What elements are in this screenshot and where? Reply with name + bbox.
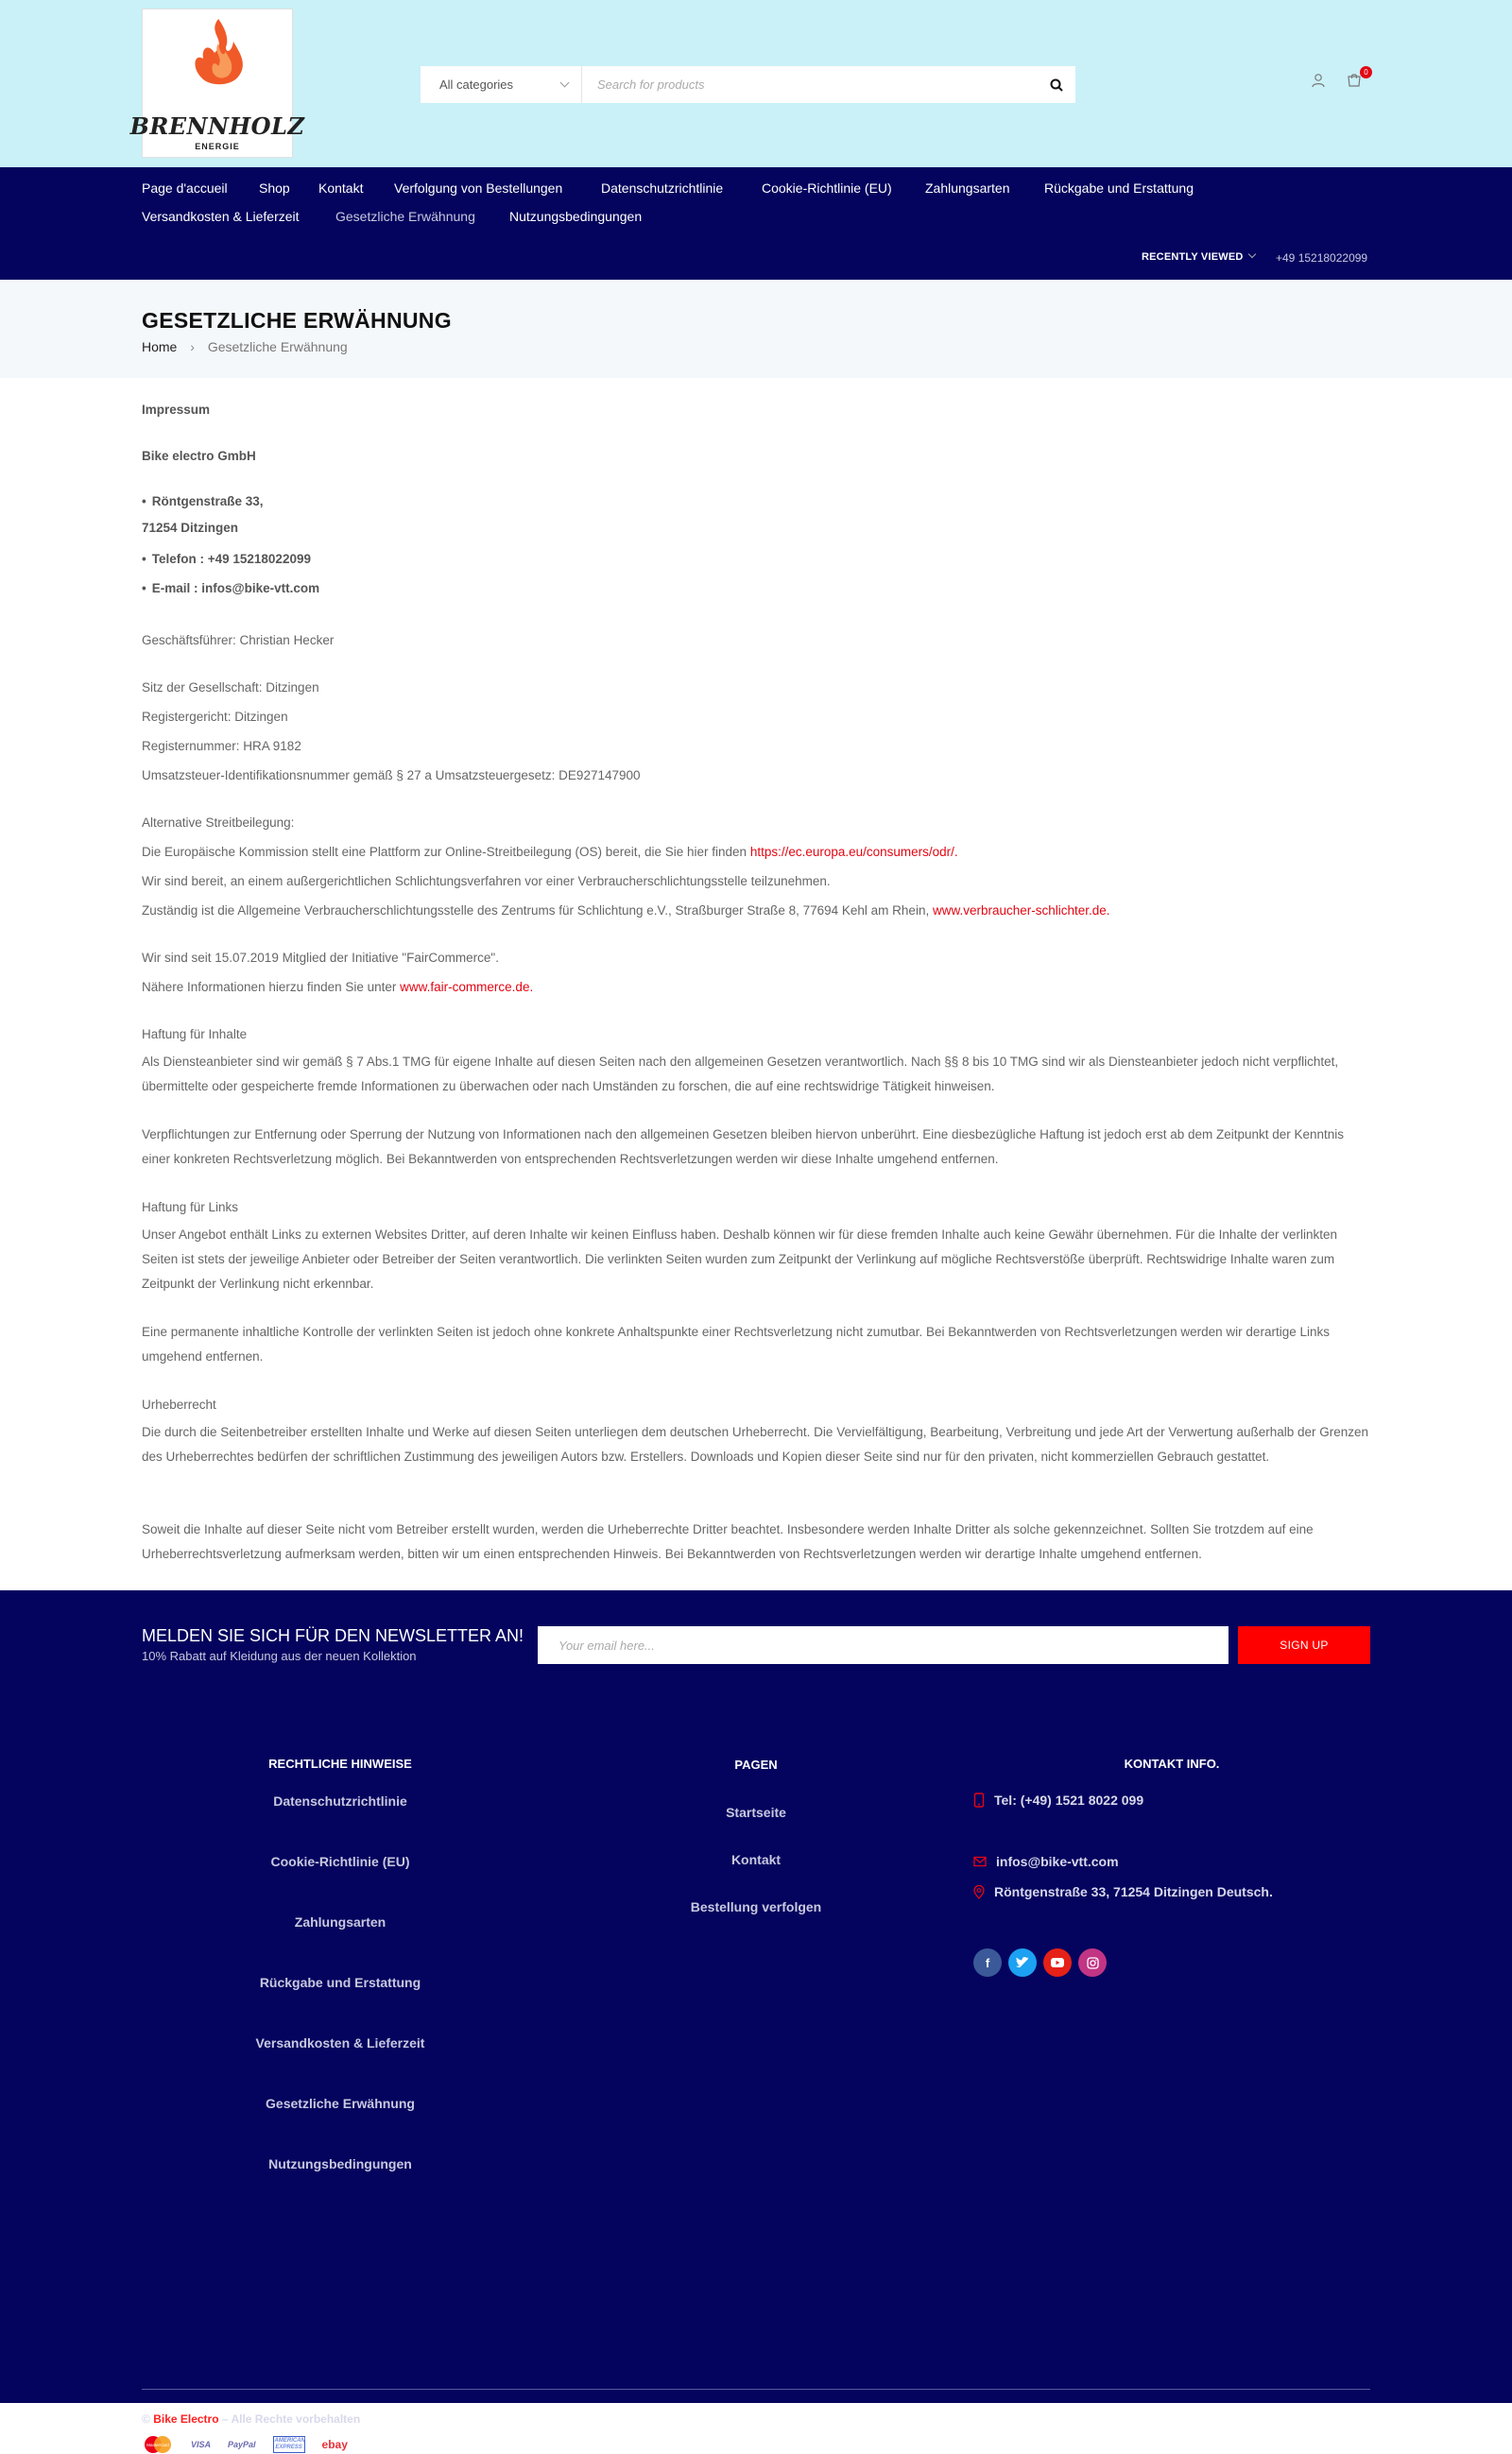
nav-item-privacy[interactable]: Datenschutzrichtlinie <box>601 180 724 196</box>
footer-pages-heading: PAGEN <box>734 1758 778 1772</box>
footer-link-payment[interactable]: Zahlungsarten <box>294 1914 387 1930</box>
company-name: Bike electro GmbH <box>142 449 256 463</box>
site-footer <box>0 1704 1512 2451</box>
category-select-value: All categories <box>439 77 514 92</box>
copyright-text: – Alle Rechte vorbehalten <box>221 2412 361 2426</box>
cart-button[interactable] <box>1347 68 1368 90</box>
contact-email: • E-mail : infos@bike-vtt.com <box>142 581 319 595</box>
managing-director: Geschäftsführer: Christian Hecker <box>142 633 335 647</box>
vat-id: Umsatzsteuer-Identifikationsnummer gemäß § 27 a Umsatzsteuergesetz: DE927147900 <box>142 768 641 782</box>
search-button[interactable] <box>1038 66 1075 103</box>
search-input[interactable] <box>582 66 1038 103</box>
dispute-text-3 <box>142 903 1110 918</box>
footer-link-track-order[interactable]: Bestellung verfolgen <box>690 1899 822 1914</box>
copyright-heading: Urheberrecht <box>142 1398 216 1412</box>
footer-link-home[interactable]: Startseite <box>726 1805 786 1820</box>
address-line1: • Röntgenstraße 33, <box>142 494 264 508</box>
payment-methods <box>142 2435 348 2454</box>
paypal-icon: PayPal <box>228 2440 256 2449</box>
site-logo[interactable] <box>129 9 305 158</box>
page-title: GESETZLICHE ERWÄHNUNG <box>142 308 452 333</box>
nav-item-legal[interactable]: Gesetzliche Erwähnung <box>335 209 475 224</box>
footer-contact-address-text: Röntgenstraße 33, 71254 Ditzingen Deutsch. <box>994 1884 1273 1899</box>
dispute-text-1-body: Die Europäische Kommission stellt eine Plattform zur Online-Streitbeilegung (OS) bereit, die Sie hier finden <box>142 845 750 859</box>
chevron-down-icon <box>1247 250 1255 258</box>
amex-icon: AMERICAN EXPRESS <box>273 2436 305 2453</box>
copyright-p2: Soweit die Inhalte auf dieser Seite nicht vom Betreiber erstellt wurden, werden die Urheberrechte Dritter beachtet. Insbesondere werden Inhalte Dritter als solche gekennzeichnet. Sollten Sie trotzdem auf eine Urheberrechtsverletzung aufmerksam werden, bitten wir um einen entsprechenden Hinweis. Bei Bekanntwerden von Rechtsverletzungen werden wir derartige Inhalte umgehend entfernen. <box>142 1522 1314 1561</box>
dispute-text-2: Wir sind bereit, an einem außergerichtlichen Schlichtungsverfahren vor einer Verbraucherschlichtungsstelle teilzunehmen. <box>142 874 831 888</box>
nav-item-kontakt[interactable]: Kontakt <box>318 180 364 196</box>
verbraucher-schlichter-link[interactable]: www.verbraucher-schlichter.de. <box>932 903 1110 918</box>
company-seat: Sitz der Gesellschaft: Ditzingen <box>142 680 319 695</box>
account-button[interactable] <box>1311 73 1328 90</box>
nav-item-shipping[interactable]: Versandkosten & Lieferzeit <box>142 209 300 224</box>
dispute-text-1 <box>142 845 958 859</box>
faircommerce-text-2 <box>142 980 533 994</box>
footer-contact-heading: KONTAKT INFO. <box>1124 1757 1220 1771</box>
liability-links-p1: Unser Angebot enthält Links zu externen Websites Dritter, auf deren Inhalte wir keinen Einfluss haben. Deshalb können wir für diese fremden Inhalte auch keine Gewähr übernehmen. Für die Inhalte der verlinkten Seiten ist stets der jeweilige Anbieter oder Betreiber der Seiten verantwortlich. Die verlinkten Seiten wurden zum Zeitpunkt der Verlinkung auf mögliche Rechtsverstöße überprüft. Rechtswidrige Inhalte waren zum Zeitpunkt der Verlinkung nicht erkennbar. <box>142 1227 1337 1291</box>
footer-contact-email[interactable] <box>973 1854 1119 1869</box>
location-pin-icon <box>973 1885 985 1899</box>
dispute-heading: Alternative Streitbeilegung: <box>142 815 295 830</box>
social-links <box>973 1948 1107 1977</box>
nav-item-order-tracking[interactable]: Verfolgung von Bestellungen <box>394 180 563 196</box>
header-phone: +49 15218022099 <box>1276 251 1368 265</box>
footer-link-privacy[interactable]: Datenschutzrichtlinie <box>273 1793 407 1809</box>
search-bar <box>421 66 1075 103</box>
nav-item-cookie[interactable]: Cookie-Richtlinie (EU) <box>762 180 892 196</box>
user-icon <box>1311 73 1326 88</box>
footer-contact-address <box>973 1884 1273 1899</box>
newsletter-subtitle: 10% Rabatt auf Kleidung aus der neuen Kollektion <box>142 1649 417 1663</box>
recently-viewed-label: RECENTLY VIEWED <box>1142 251 1244 263</box>
footer-contact-email-text: infos@bike-vtt.com <box>996 1854 1119 1869</box>
instagram-icon[interactable] <box>1078 1948 1107 1977</box>
search-icon <box>1050 78 1063 92</box>
cart-count-badge: 0 <box>1360 66 1372 78</box>
newsletter-title: MELDEN SIE SICH FÜR DEN NEWSLETTER AN! <box>142 1626 524 1645</box>
footer-link-terms[interactable]: Nutzungsbedingungen <box>268 2156 412 2171</box>
mobile-phone-icon <box>973 1793 985 1808</box>
footer-link-cookie[interactable]: Cookie-Richtlinie (EU) <box>270 1854 410 1869</box>
register-number: Registernummer: HRA 9182 <box>142 739 301 753</box>
contact-phone: • Telefon : +49 15218022099 <box>142 552 311 566</box>
breadcrumb-home-link[interactable]: Home <box>142 339 178 354</box>
footer-link-contact[interactable]: Kontakt <box>730 1852 782 1867</box>
main-navigation <box>0 167 1512 280</box>
newsletter-email-input[interactable] <box>538 1626 1228 1664</box>
dispute-text-3-body: Zuständig ist die Allgemeine Verbraucherschlichtungsstelle des Zentrums für Schlichtung e.V., Straßburger Straße 8, 77694 Kehl am Rhein, <box>142 903 933 918</box>
odr-link[interactable]: https://ec.europa.eu/consumers/odr/. <box>749 845 958 859</box>
impressum-heading: Impressum <box>142 403 211 417</box>
newsletter-section <box>0 1590 1512 1704</box>
footer-legal-heading: RECHTLICHE HINWEISE <box>268 1757 412 1771</box>
faircommerce-text-2-body: Nähere Informationen hierzu finden Sie unter <box>142 980 401 994</box>
register-court: Registergericht: Ditzingen <box>142 710 288 724</box>
breadcrumb <box>142 339 348 354</box>
mastercard-label: MasterCard <box>146 2443 169 2447</box>
ebay-icon: ebay <box>321 2438 348 2451</box>
liability-content-heading: Haftung für Inhalte <box>142 1027 248 1041</box>
page-header <box>0 280 1512 378</box>
category-select[interactable] <box>421 66 582 103</box>
copyright-symbol: © <box>142 2412 150 2426</box>
facebook-icon[interactable]: f <box>973 1948 1002 1977</box>
nav-item-returns[interactable]: Rückgabe und Erstattung <box>1044 180 1194 196</box>
breadcrumb-separator-icon: › <box>190 339 195 354</box>
breadcrumb-current: Gesetzliche Erwähnung <box>207 339 348 354</box>
visa-icon: VISA <box>191 2440 212 2449</box>
newsletter-signup-button[interactable]: SIGN UP <box>1238 1626 1370 1664</box>
footer-contact-phone-text: Tel: (+49) 1521 8022 099 <box>994 1793 1144 1808</box>
footer-link-legal[interactable]: Gesetzliche Erwähnung <box>266 2096 415 2111</box>
header-top <box>0 0 1512 167</box>
logo-subtitle: ENERGIE <box>195 142 240 151</box>
copyright-brand-link[interactable]: Bike Electro <box>153 2412 219 2426</box>
logo-wordmark: BRENNHOLZ <box>129 112 305 140</box>
footer-contact-phone <box>973 1793 1143 1808</box>
cart-icon <box>1347 73 1362 88</box>
liability-content-p1: Als Diensteanbieter sind wir gemäß § 7 Abs.1 TMG für eigene Inhalte auf diesen Seiten nach den allgemeinen Gesetzen verantwortlich. Nach §§ 8 bis 10 TMG sind wir als Diensteanbieter jedoch nicht verpflichtet, übermittelte oder gespeicherte fremde Informationen zu überwachen oder nach Umständen zu forschen, die auf eine rechtswidrige Tätigkeit hinweisen. <box>142 1055 1339 1093</box>
nav-item-shop[interactable]: Shop <box>259 180 290 196</box>
liability-links-p2: Eine permanente inhaltliche Kontrolle der verlinkten Seiten ist jedoch ohne konkrete Anhaltspunkte einer Rechtsverletzung nicht zumutbar. Bei Bekanntwerden von Rechtsverletzungen werden wir derartige Links umgehend entfernen. <box>142 1325 1330 1364</box>
fair-commerce-link[interactable]: www.fair-commerce.de. <box>400 980 534 994</box>
liability-content-p2: Verpflichtungen zur Entfernung oder Sperrung der Nutzung von Informationen nach den allgemeinen Gesetzen bleiben hiervon unberührt. Eine diesbezügliche Haftung ist jedoch erst ab dem Zeitpunkt der Kenntnis einer konkreten Rechtsverletzung möglich. Bei Bekanntwerden von entsprechenden Rechtsverletzungen werden wir diese Inhalte umgehend entfernen. <box>142 1127 1345 1166</box>
legal-content <box>0 378 1512 1590</box>
mail-icon <box>973 1856 987 1867</box>
flame-logo-icon <box>180 15 256 91</box>
twitter-icon[interactable] <box>1008 1948 1037 1977</box>
footer-link-shipping[interactable]: Versandkosten & Lieferzeit <box>255 2035 425 2051</box>
chevron-down-icon <box>560 78 570 88</box>
youtube-icon[interactable] <box>1043 1948 1072 1977</box>
liability-links-heading: Haftung für Links <box>142 1200 239 1214</box>
footer-link-returns[interactable]: Rückgabe und Erstattung <box>259 1975 421 1990</box>
recently-viewed-toggle[interactable] <box>1142 251 1255 263</box>
nav-item-home[interactable]: Page d'accueil <box>142 180 228 196</box>
footer-divider <box>142 2389 1370 2390</box>
copyright <box>142 2412 360 2426</box>
faircommerce-text-1: Wir sind seit 15.07.2019 Mitglied der Initiative "FairCommerce". <box>142 951 499 965</box>
mastercard-icon <box>142 2435 174 2454</box>
copyright-p1: Die durch die Seitenbetreiber erstellten Inhalte und Werke auf diesen Seiten unterliegen dem deutschen Urheberrecht. Die Vervielfältigung, Bearbeitung, Verbreitung und jede Art der Verwertung außerhalb der Grenzen des Urheberrechtes bedürfen der schriftlichen Zustimmung des jeweiligen Autors bzw. Erstellers. Downloads und Kopien dieser Seite sind nur für den privaten, nicht kommerziellen Gebrauch gestattet. <box>142 1425 1369 1464</box>
address-line2: 71254 Ditzingen <box>142 521 239 535</box>
nav-item-terms[interactable]: Nutzungsbedingungen <box>509 209 643 224</box>
nav-item-payment[interactable]: Zahlungsarten <box>925 180 1010 196</box>
